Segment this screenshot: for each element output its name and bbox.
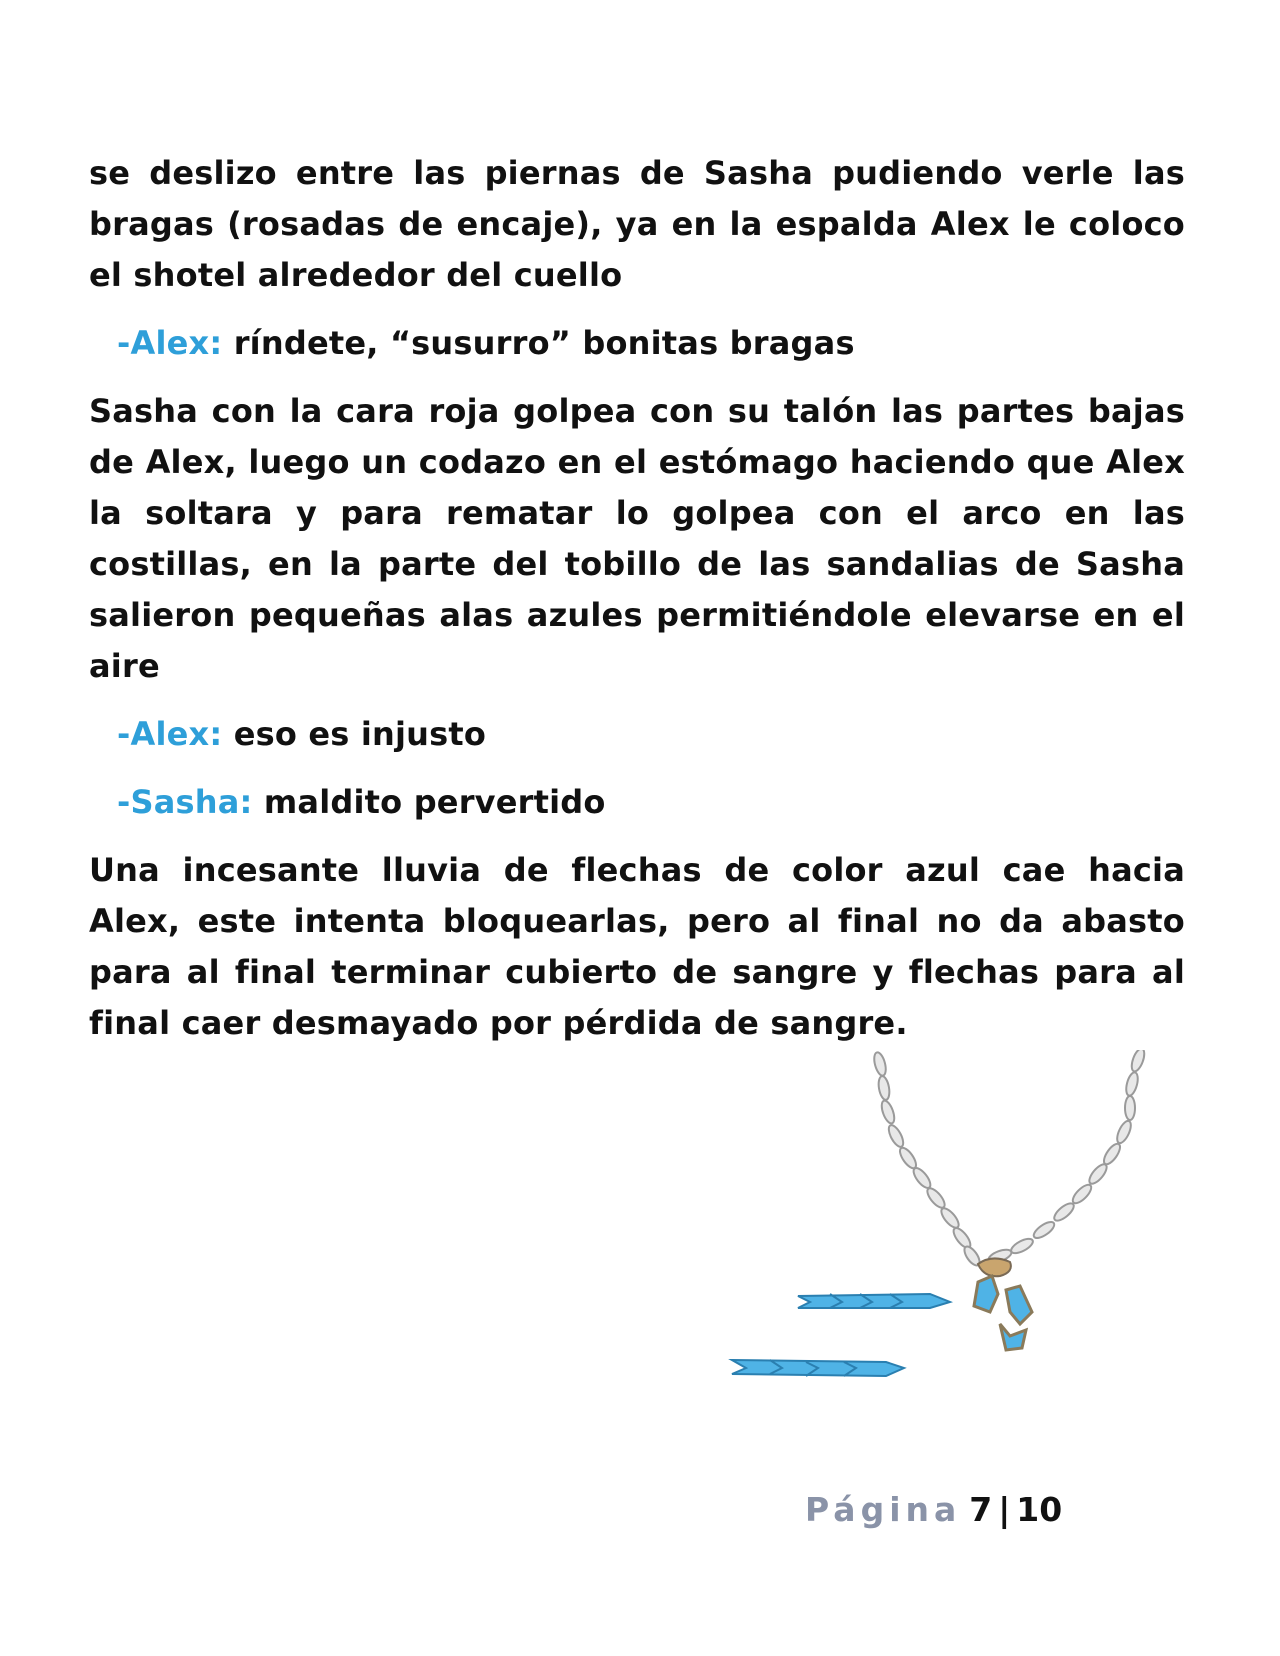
gem-piece-3 (1000, 1324, 1026, 1350)
dialogue-line-1 (117, 318, 1185, 369)
blue-arrow-1 (798, 1294, 950, 1308)
page-footer (805, 1490, 1062, 1529)
dialogue-text: ríndete, “susurro” bonitas bragas (233, 324, 855, 362)
page-label: Página (805, 1490, 962, 1529)
dialogue-line-2 (117, 709, 1185, 760)
page-number: 7 (969, 1490, 993, 1529)
paragraph-2: Sasha con la cara roja golpea con su talón las partes bajas de Alex, luego un codazo en el estómago haciendo que Alex la soltara y para rematar lo golpea con el arco en las costillas, en la parte del tobillo de las sandalias de Sasha salieron pequeñas alas azules permitiéndole elevarse en el aire (89, 392, 1185, 685)
gem-piece-2 (1006, 1286, 1032, 1324)
chain-left (872, 1051, 982, 1268)
speaker-name: -Sasha: (117, 783, 253, 821)
speaker-name: -Alex: (117, 324, 223, 362)
paragraph-1: se deslizo entre las piernas de Sasha pudiendo verle las bragas (rosadas de encaje), ya en la espalda Alex le coloco el shotel alrededor del cuello (89, 154, 1185, 294)
story-text (89, 148, 1185, 1049)
page-total: 10 (1016, 1490, 1063, 1529)
paragraph-3: Una incesante lluvia de flechas de color azul cae hacia Alex, este intenta bloquearlas, pero al final no da abasto para al final terminar cubierto de sangre y flechas para al final caer desmayado por pérdida de sangre. (89, 851, 1185, 1042)
chain-right (987, 1050, 1147, 1265)
necklace-with-blue-gem-and-arrows-drawing-icon (660, 1050, 1180, 1430)
blue-arrow-2 (732, 1360, 904, 1376)
page-separator: | (998, 1490, 1011, 1529)
gem-piece-1 (974, 1276, 998, 1312)
dialogue-text: eso es injusto (233, 715, 487, 753)
speaker-name: -Alex: (117, 715, 223, 753)
dialogue-text: maldito pervertido (263, 783, 606, 821)
dialogue-line-3 (117, 777, 1185, 828)
bronze-clasp (978, 1258, 1011, 1276)
